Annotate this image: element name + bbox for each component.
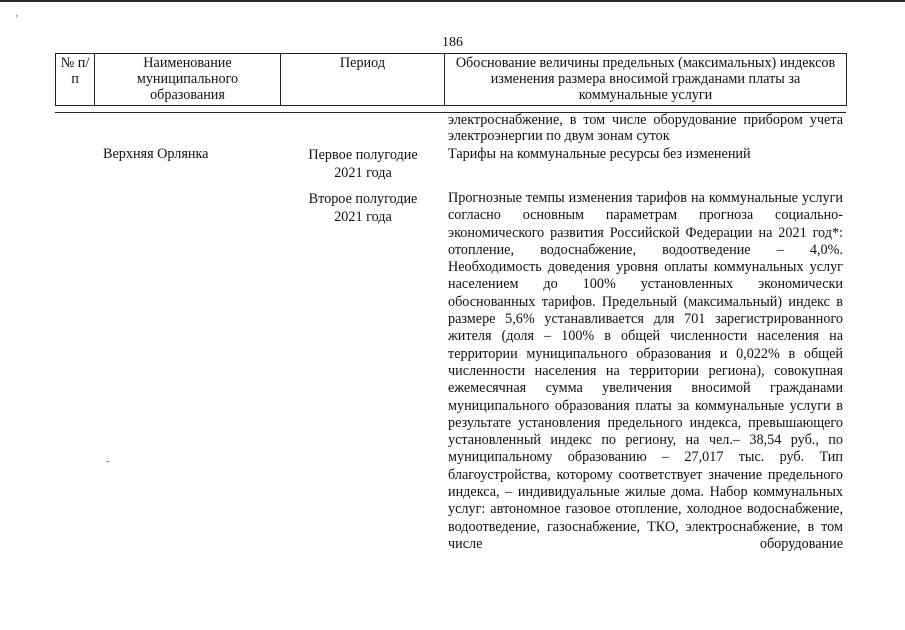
period-first-half: Первое полугодие 2021 года: [308, 147, 418, 181]
corner-tick-mark: ': [16, 14, 18, 25]
table-header-row: [56, 54, 847, 106]
top-edge-rule: [0, 0, 905, 2]
period-second-half: Второе полугодие 2021 года: [308, 191, 418, 225]
municipality-name: Верхняя Орлянка: [103, 146, 209, 162]
header-cell-number: № п/п: [56, 54, 95, 106]
page-number: 186: [442, 35, 463, 50]
header-cell-period: Период: [281, 54, 445, 106]
justification-second-half: Прогнозные темпы изменения тарифов на коммунальные услуги согласно основным параметрам прогноза социально-экономического развития Российской Федерации на 2021 год*: отопление, водоснабжение, водоотведение – 4,0%. Необходимость доведения уровня оплаты коммунальных услуг населением до 100% установленных экономически обоснованных тарифов. Предельный (максимальный) индекс в размере 5,6% устанавливается для 701 зарегистрированного жителя (доля – 100% в общей численности населения на территории муниципального образования и 0,022% в общей численности населения на территории региона), совокупная ежемесячная сумма увеличения вносимой гражданами муниципального образования платы за коммунальные услуги в результате установления предельного индекса, превышающего установленный индекс по региону, на чел.– 38,54 руб., по муниципальному образованию – 27,017 тыс. руб. Тип благоустройства, которому соответствует значение предельного индекса, – индивидуальные жилые дома. Набор коммунальных услуг: автономное газовое отопление, холодное водоснабжение, водоотведение, газоснабжение, ТКО, электроснабжение, в том числе оборудование: [448, 190, 843, 552]
header-cell-justification: Обоснование величины предельных (максимальных) индексов изменения размера вносимой гражданами платы за коммунальные услуги: [445, 54, 847, 106]
stray-dash-mark: -: [106, 456, 110, 467]
justification-first-half: Тарифы на коммунальные ресурсы без изменений: [448, 146, 751, 162]
continued-justification-text: электроснабжение, в том числе оборудование прибором учета электроэнергии по двум зонам суток: [448, 112, 843, 144]
table-header: [55, 53, 847, 106]
header-cell-municipality: Наименование муниципального образования: [95, 54, 281, 106]
